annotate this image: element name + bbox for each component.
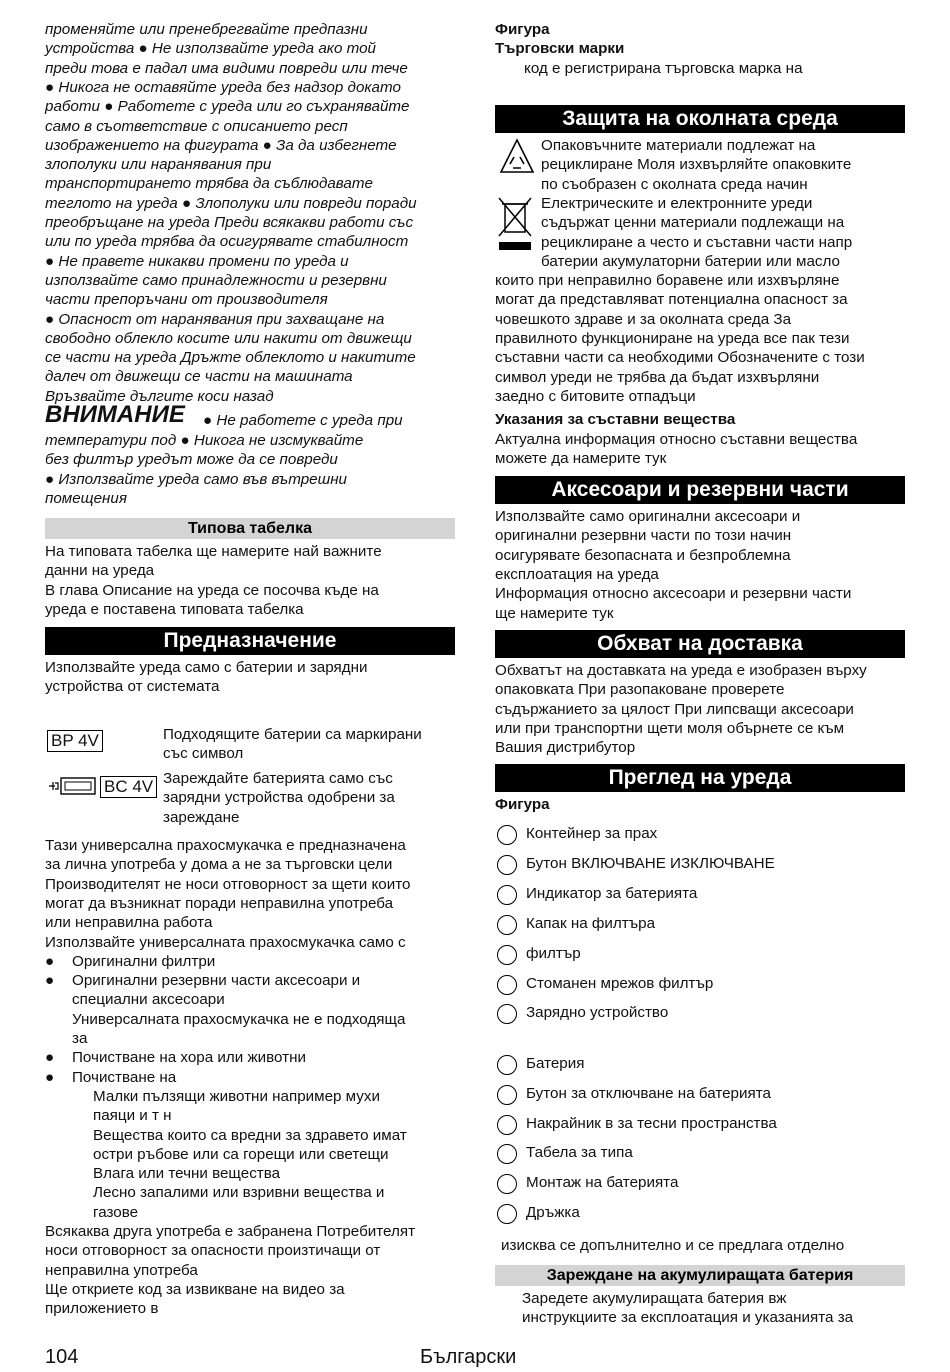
body-text-line: или при транспортни щети моля обърнете се към	[495, 719, 845, 737]
page-number: 104	[45, 1346, 79, 1368]
part-number-circle	[497, 885, 517, 905]
figure-label: Фигура	[495, 21, 550, 38]
body-text-line: приложението в	[45, 1300, 159, 1318]
safety-text-line: ● Не правете никакви промени по уреда и	[45, 252, 349, 270]
warning-text-line: температури под ● Никога не изсмуквайте	[45, 432, 364, 449]
safety-text-line: устройства ● Не използвайте уреда ако той	[45, 40, 376, 58]
body-text-line: Всякаква друга употреба е забранена Потребителят	[45, 1223, 416, 1240]
body-text-line: Вашия дистрибутор	[495, 739, 636, 757]
part-number-circle	[497, 945, 517, 965]
environment-text-line: човешкото здраве и за околната среда За	[495, 310, 792, 328]
body-text-line: ще намерите тук	[495, 604, 614, 622]
bullet-marker: ●	[45, 1068, 55, 1086]
body-text-line: могат да възникнат поради неправилна употреба	[45, 894, 394, 912]
figure-label: Фигура	[495, 796, 550, 813]
part-number-circle	[497, 1055, 517, 1075]
part-label: Бутон за отключване на батерията	[526, 1085, 771, 1102]
body-text-line: Използвайте универсалната прахосмукачка само с	[45, 933, 406, 951]
safety-text-line: ● Опасност от наранявания при захващане на	[45, 310, 385, 328]
bp-symbol: BP 4V	[47, 730, 103, 752]
body-text-line: можете да намерите тук	[495, 450, 667, 468]
recycling-icon	[497, 138, 537, 178]
safety-text-line: само в съответствие с описанието респ	[45, 117, 348, 135]
safety-text-line: транспортирането трябва да съблюдавате	[45, 175, 373, 193]
part-label: Табела за типа	[526, 1144, 633, 1161]
sub-item-line: остри ръбове или са горещи или светещи	[93, 1145, 389, 1163]
body-text-line: осигурявате безопасната и безпроблемна	[495, 546, 791, 564]
symbol-text-line: Подходящите батерии са маркирани	[163, 726, 422, 743]
part-number-circle	[497, 1004, 517, 1024]
part-number-circle	[497, 825, 517, 845]
charging-heading: Зареждане на акумулиращата батерия	[495, 1265, 905, 1286]
body-text-line: Ще откриете код за извикване на видео за	[45, 1280, 345, 1298]
part-label: Контейнер за прах	[526, 825, 658, 842]
sub-item-line: Влага или течни вещества	[93, 1165, 281, 1183]
trademarks-text: код е регистрирана търговска марка на	[524, 60, 803, 77]
warning-text-line: без филтър уредът може да се повреди	[45, 451, 338, 469]
part-label: Индикатор за батерията	[526, 885, 698, 902]
safety-text-line: променяйте или пренебрегвайте предпазни	[45, 21, 368, 38]
safety-text-line: Връзвайте дългите коси назад	[45, 387, 274, 405]
bc-symbol: BC 4V	[100, 776, 157, 798]
body-text-line: В глава Описание на уреда се посочва къде на	[45, 581, 379, 599]
part-label: Капак на филтъра	[526, 915, 656, 932]
part-number-circle	[497, 1115, 517, 1135]
part-label: Стоманен мрежов филтър	[526, 975, 714, 992]
sub-item-line: Вещества които са вредни за здравето имат	[93, 1126, 407, 1144]
body-text-line: съдържанието за цялост При липсващи аксесоари	[495, 700, 854, 718]
body-text-line: Заредете акумулиращата батерия вж	[522, 1290, 787, 1307]
environment-text-line: които при неправилно боравене или изхвърляне	[495, 272, 840, 289]
sub-item-line: газове	[93, 1203, 139, 1221]
safety-text-line: части препоръчани от производителя	[45, 291, 328, 309]
body-text-line: Използвайте уреда само с батерии и зарядни	[45, 659, 368, 676]
overview-heading: Преглед на уреда	[495, 764, 905, 792]
symbol-text-line: зарядни устройства одобрени за	[163, 789, 395, 807]
accessories-heading: Аксесоари и резервни части	[495, 476, 905, 504]
part-label: Накрайник в за тесни пространства	[526, 1115, 777, 1132]
part-number-circle	[497, 1204, 517, 1224]
warning-text-line: помещения	[45, 489, 127, 507]
part-number-circle	[497, 855, 517, 875]
part-number-circle	[497, 1144, 517, 1164]
environment-text-line: съставни части са необходими Обозначените с този	[495, 349, 865, 367]
body-text-line: данни на уреда	[45, 562, 155, 580]
part-number-circle	[497, 1174, 517, 1194]
environment-text-line: по съобразен с околната среда начин	[541, 175, 808, 193]
optional-note: изисква се допълнително и се предлага отделно	[501, 1237, 845, 1254]
environment-text-line: правилното функциониране на уреда все пак тези	[495, 329, 850, 347]
body-text-line: Обхватът на доставката на уреда е изобразен върху	[495, 662, 867, 679]
environment-heading: Защита на околната среда	[495, 105, 905, 133]
trademarks-heading: Търговски марки	[495, 40, 625, 57]
sub-item-line: паяци и т н	[93, 1107, 172, 1125]
part-label: Зарядно устройство	[526, 1004, 669, 1021]
environment-text-line: рециклиране а често и съставни части напр	[541, 233, 853, 251]
safety-text-line: се части на уреда Дръжте облеклото и накитите	[45, 349, 416, 367]
body-text-line: Производителят не носи отговорност за щети които	[45, 875, 411, 893]
environment-text-line: символ уреди не трябва да бъдат изхвърляни	[495, 368, 820, 386]
bullet-text-line: специални аксесоари	[72, 991, 225, 1009]
body-text-line: уреда е поставена типовата табелка	[45, 600, 304, 618]
body-text-line: неправилна употреба	[45, 1261, 198, 1279]
purpose-heading: Предназначение	[45, 627, 455, 655]
bullet-marker: ●	[45, 1049, 55, 1067]
bullet-text-line: Почистване на	[72, 1068, 177, 1086]
body-text-line: Използвайте само оригинални аксесоари и	[495, 508, 801, 525]
body-text-line: за	[72, 1030, 88, 1047]
body-text-line: Актуална информация относно съставни вещества	[495, 431, 858, 448]
charger-plug-icon	[47, 775, 97, 797]
body-text-line: опаковката При разопаковане проверете	[495, 681, 785, 699]
environment-text-line: Опаковъчните материали подлежат на	[541, 137, 816, 154]
warning-text-line: ● Използвайте уреда само във вътрешни	[45, 470, 347, 488]
environment-text-line: рециклиране Моля изхвърляйте опаковките	[541, 156, 852, 174]
body-text-line: оригинални резервни части по този начин	[495, 527, 792, 545]
safety-text-line: преобръщане на уреда Преди всякакви работи със	[45, 214, 414, 231]
environment-text-line: съдържат ценни материали подлежащи на	[541, 214, 845, 232]
part-number-circle	[497, 915, 517, 935]
bullet-text-line: Почистване на хора или животни	[72, 1049, 306, 1067]
substances-heading: Указания за съставни вещества	[495, 411, 736, 428]
safety-text-line: изображението на фигурата ● За да избегнете	[45, 136, 397, 154]
safety-text-line: злополуки или наранявания при	[45, 156, 272, 174]
safety-text-line: преди това е падал има видими повреди или тече	[45, 59, 408, 77]
symbol-text-line: Зареждайте батерията само със	[163, 770, 393, 787]
crossed-bin-icon	[497, 196, 533, 252]
environment-text-line: заедно с битовите отпадъци	[495, 387, 696, 405]
part-number-circle	[497, 975, 517, 995]
safety-text-line: работи ● Работете с уреда или го съхранявайте	[45, 98, 410, 116]
body-text-line: устройства от системата	[45, 678, 220, 696]
body-text-line: Информация относно аксесоари и резервни части	[495, 585, 852, 603]
sub-item-line: Малки пълзящи животни например мухи	[93, 1087, 380, 1105]
body-text-line: Тази универсална прахосмукачка е предназначена	[45, 837, 406, 854]
safety-text-line: или по уреда трябва да осигурявате стабилност	[45, 233, 409, 251]
symbol-text-line: със символ	[163, 745, 244, 763]
part-label: Монтаж на батерията	[526, 1174, 679, 1191]
bullet-marker: ●	[45, 972, 55, 990]
environment-text-line: могат да представляват потенциална опасност за	[495, 291, 848, 309]
body-text-line: експлоатация на уреда	[495, 565, 659, 583]
body-text-line: инструкциите за експлоатация и указанията за	[522, 1309, 854, 1327]
environment-text-line: батерии акумулаторни батерии или масло	[541, 252, 840, 270]
safety-text-line: ● Никога не оставяйте уреда без надзор докато	[45, 78, 401, 96]
nameplate-heading: Типова табелка	[45, 518, 455, 539]
body-text-line: за лична употреба у дома а не за търговски цели	[45, 856, 393, 874]
warning-text-line: ● Не работете с уреда при	[203, 412, 403, 429]
warning-word: ВНИМАНИЕ	[45, 401, 185, 428]
part-label: Бутон ВКЛЮЧВАНЕ ИЗКЛЮЧВАНЕ	[526, 855, 775, 872]
part-label: филтър	[526, 945, 581, 962]
bullet-marker: ●	[45, 952, 55, 970]
part-label: Батерия	[526, 1055, 585, 1072]
environment-text-line: Електрическите и електронните уреди	[541, 194, 813, 212]
safety-text-line: теглото на уреда ● Злополуки или повреди поради	[45, 194, 417, 212]
safety-text-line: далеч от движещи се части на машината	[45, 368, 353, 386]
part-label: Дръжка	[526, 1204, 580, 1221]
delivery-heading: Обхват на доставка	[495, 630, 905, 658]
sub-item-line: Лесно запалими или взривни вещества и	[93, 1184, 385, 1202]
body-text-line: носи отговорност за опасности произтичащи от	[45, 1242, 381, 1260]
bullet-text-line: Оригинални филтри	[72, 952, 216, 970]
safety-text-line: свободно облекло косите или накити от движещи	[45, 329, 412, 347]
bullet-text-line: Оригинални резервни части аксесоари и	[72, 972, 361, 990]
body-text-line: На типовата табелка ще намерите най важните	[45, 543, 382, 560]
body-text-line: Универсалната прахосмукачка не е подходяща	[72, 1010, 406, 1028]
part-number-circle	[497, 1085, 517, 1105]
body-text-line: или неправилна работа	[45, 914, 213, 932]
safety-text-line: използвайте само принадлежности и резервни	[45, 271, 387, 289]
symbol-text-line: зареждане	[163, 808, 240, 826]
language-label: Български	[420, 1346, 517, 1368]
